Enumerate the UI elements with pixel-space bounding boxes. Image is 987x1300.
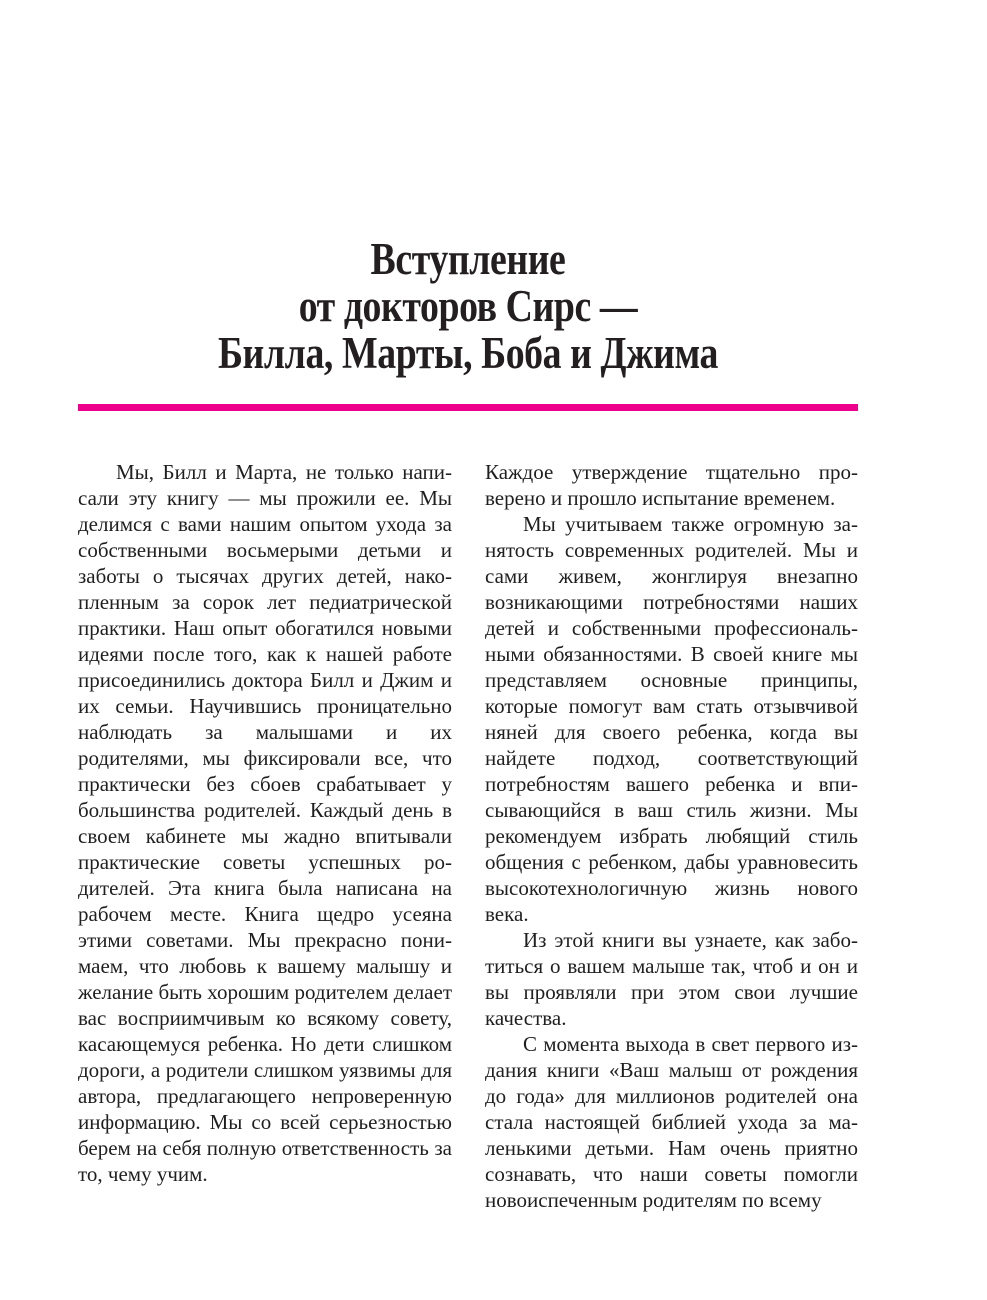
page-content — [78, 0, 858, 1213]
title-divider-rule — [78, 404, 858, 411]
chapter-title-line-1: Вступление — [370, 234, 566, 284]
chapter-title — [140, 0, 795, 377]
paragraph: Из этой книги вы узнаете, как заботиться о вашем малыше так, чтоб и он и вы проявляли при этом свои лучшие качества. — [485, 928, 858, 1030]
two-column-text — [78, 459, 858, 1213]
text-column-right — [485, 459, 858, 1213]
chapter-title-line-2: от докторов Сирс — — [298, 281, 638, 331]
chapter-title-line-3: Билла, Марты, Боба и Джима — [217, 328, 719, 378]
paragraph: Мы, Билл и Марта, не только написали эту книгу — мы прожили ее. Мы делимся с вами нашим опытом ухода за собственными восьмерыми детьми и заботы о тысячах других детей, накопленным за сорок лет педиатрической практики. Наш опыт обогатился новыми идеями после того, как к нашей работе присоединились доктора Билл и Джим и их семьи. Научившись проницательно наблюдать за малышами и их родителями, мы фиксировали все, что практически без сбоев срабатывает у большинства родителей. Каждый день в своем кабинете мы жадно впитывали практические советы успешных родителей. Эта книга была написана на рабочем месте. Книга щедро усеяна этими советами. Мы прекрасно понимаем, что любовь к вашему малышу и желание быть хорошим родителем делает вас восприимчивым ко всякому совету, касающемуся ребенка. Но дети слишком дороги, а родители слишком уязвимы для автора, предлагающего непроверенную информацию. Мы со всей серьезностью берем на себя полную ответственность за то, чему учим. — [78, 460, 452, 1186]
text-column-left — [78, 459, 452, 1213]
paragraph: Каждое утверждение тщательно проверено и прошло испытание временем. — [485, 460, 858, 510]
paragraph: Мы учитываем также огромную занятость современных родителей. Мы и сами живем, жонглируя внезапно возникающими потребностями наших детей и собственными профессиональными обязанностями. В своей книге мы представляем основные принципы, которые помогут вам стать отзывчивой няней для своего ребенка, когда вы найдете подход, соответствующий потребностям вашего ребенка и вписывающийся в ваш стиль жизни. Мы рекомендуем избрать любящий стиль общения с ребенком, дабы уравновесить высокотехнологичную жизнь нового века. — [485, 512, 858, 926]
paragraph: С момента выхода в свет первого издания книги «Ваш малыш от рождения до года» для миллионов родителей она стала настоящей библией ухода за маленькими детьми. Нам очень приятно сознавать, что наши советы помогли новоиспеченным родителям по всему — [485, 1032, 858, 1212]
